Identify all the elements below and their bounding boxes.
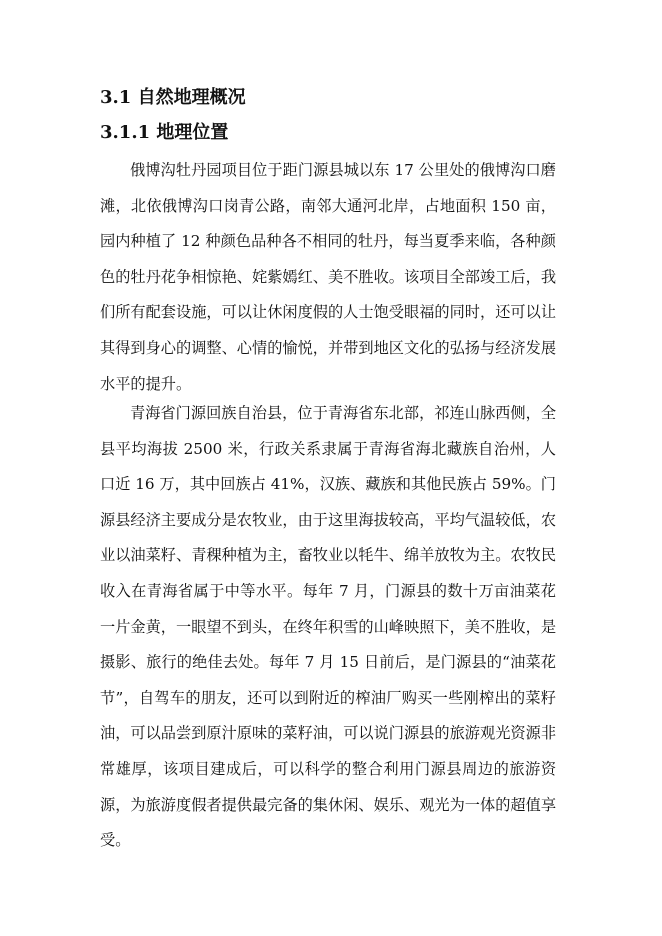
paragraph-location: 俄博沟牡丹园项目位于距门源县城以东 17 公里处的俄博沟口磨滩，北依俄博沟口岗青公路，南邻大通河北岸，占地面积 150 亩，园内种植了 12 种颜色品种各不相同的牡丹，每当夏季来临，各种颜色的牡丹花争相惊艳、姹紫嫣红、美不胜收。该项目全部竣工后，我们所有配套设施，可以让休闲度假的人士饱受眼福的同时，还可以让其得到身心的调整、心情的愉悦，并带到地区文化的弘扬与经济发展水平的提升。 [100,161,556,393]
paragraph-county-overview: 青海省门源回族自治县，位于青海省东北部，祁连山脉西侧，全县平均海拔 2500 米，行政关系隶属于青海省海北藏族自治州，人口近 16 万，其中回族占 41%，汉族、藏族和其他民族占 59%。门源县经济主要成分是农牧业，由于这里海拔较高，平均气温较低，农业以油菜籽、青稞种植为主，畜牧业以牦牛、绵羊放牧为主。农牧民收入在青海省属于中等水平。每年 7 月，门源县的数十万亩油菜花一片金黄，一眼望不到头，在终年积雪的山峰映照下，美不胜收，是摄影、旅行的绝佳去处。每年 7 月 15 日前后，是门源县的“油菜花节”，自驾车的朋友，还可以到附近的榨油厂购买一些刚榨出的菜籽油，可以品尝到原汁原味的菜籽油，可以说门源县的旅游观光资源非常雄厚，该项目建成后，可以科学的整合利用门源县周边的旅游资源，为旅游度假者提供最完备的集休闲、娱乐、观光为一体的超值享受。 [100,404,556,850]
section-heading: 3.1 自然地理概况 [100,87,246,108]
subsection-heading: 3.1.1 地理位置 [100,122,229,143]
